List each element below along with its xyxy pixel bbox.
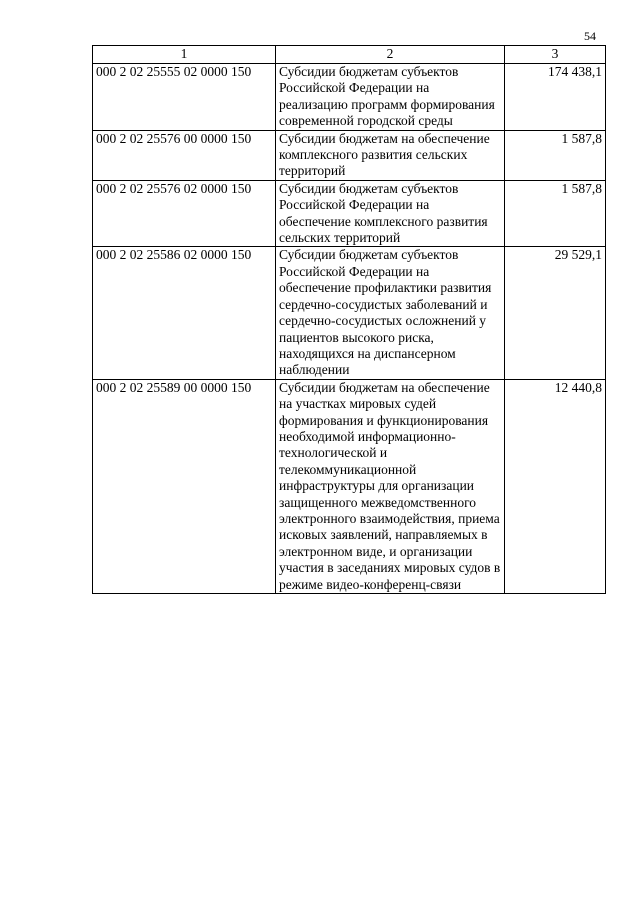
item-name: Субсидии бюджетам субъектов Российской Федерации на обеспечение комплексного развития сельских территорий: [276, 180, 505, 247]
table-row: [93, 180, 606, 247]
table-row: [93, 130, 606, 180]
budget-code: 000 2 02 25576 00 0000 150: [93, 130, 276, 180]
budget-code: 000 2 02 25589 00 0000 150: [93, 379, 276, 593]
amount: 1 587,8: [505, 130, 606, 180]
item-name: Субсидии бюджетам на обеспечение на участках мировых судей формирования и функционирования необходимой информационно-технологической и телекоммуникационной инфраструктуры для организации защищенного межведомственного электронного взаимодействия, приема исковых заявлений, направляемых в электронном виде, и организации участия в заседаниях мировых судов в режиме видео-конференц-связи: [276, 379, 505, 593]
budget-code: 000 2 02 25586 02 0000 150: [93, 247, 276, 379]
item-name: Субсидии бюджетам субъектов Российской Федерации на реализацию программ формирования современной городской среды: [276, 64, 505, 131]
item-name: Субсидии бюджетам на обеспечение комплексного развития сельских территорий: [276, 130, 505, 180]
table-header-row: [93, 46, 606, 64]
table-row: [93, 379, 606, 593]
column-header-1: 1: [93, 46, 276, 64]
item-name: Субсидии бюджетам субъектов Российской Федерации на обеспечение профилактики развития сердечно-сосудистых заболеваний и сердечно-сосудистых осложнений у пациентов высокого риска, находящихся на диспансерном наблюдении: [276, 247, 505, 379]
table-row: [93, 247, 606, 379]
column-header-3: 3: [505, 46, 606, 64]
budget-code: 000 2 02 25576 02 0000 150: [93, 180, 276, 247]
amount: 174 438,1: [505, 64, 606, 131]
page-number: 54: [584, 29, 596, 43]
budget-code: 000 2 02 25555 02 0000 150: [93, 64, 276, 131]
amount: 29 529,1: [505, 247, 606, 379]
amount: 1 587,8: [505, 180, 606, 247]
column-header-2: 2: [276, 46, 505, 64]
table-row: [93, 64, 606, 131]
amount: 12 440,8: [505, 379, 606, 593]
budget-table: [92, 45, 606, 594]
